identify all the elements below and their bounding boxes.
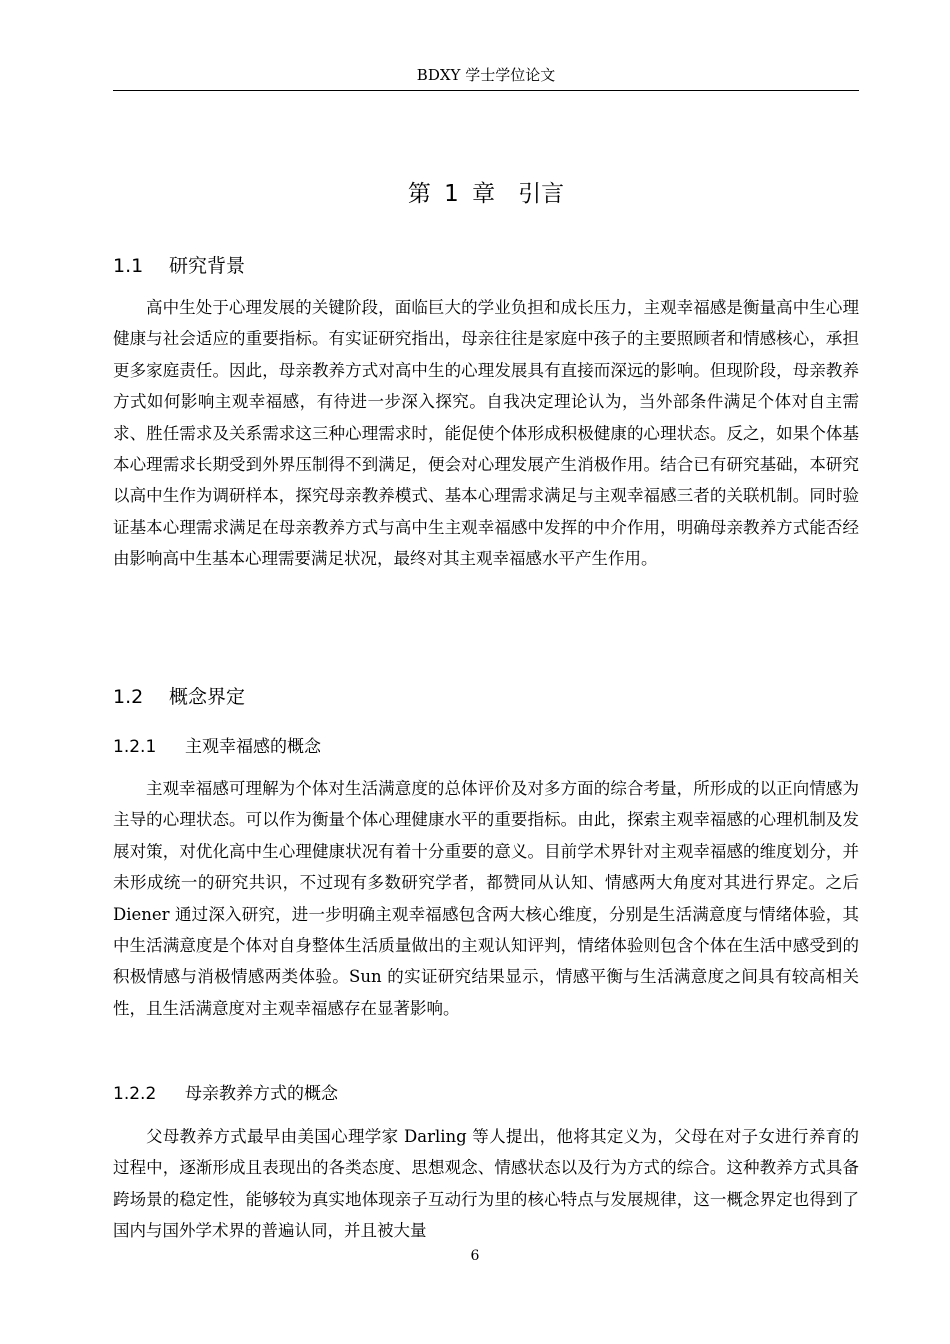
subsection-heading-1-2-1 — [113, 734, 859, 760]
subsection-title: 主观幸福感的概念 — [185, 737, 321, 757]
section-heading-1-1 — [113, 252, 859, 280]
subsection-heading-1-2-2 — [113, 1081, 859, 1107]
body-paragraph-background: 高中生处于心理发展的关键阶段，面临巨大的学业负担和成长压力，主观幸福感是衡量高中生心理健康与社会适应的重要指标。有实证研究指出，母亲往往是家庭中孩子的主要照顾者和情感核心，承担更多家庭责任。因此，母亲教养方式对高中生的心理发展具有直接而深远的影响。但现阶段，母亲教养方式如何影响主观幸福感，有待进一步深入探究。自我决定理论认为，当外部条件满足个体对自主需求、胜任需求及关系需求这三种心理需求时，能促使个体形成积极健康的心理状态。反之，如果个体基本心理需求长期受到外界压制得不到满足，便会对心理发展产生消极作用。结合已有研究基础，本研究以高中生作为调研样本，探究母亲教养模式、基本心理需求满足与主观幸福感三者的关联机制。同时验证基本心理需求满足在母亲教养方式与高中生主观幸福感中发挥的中介作用，明确母亲教养方式能否经由影响高中生基本心理需要满足状况，最终对其主观幸福感水平产生作用。 — [113, 298, 859, 569]
section-title: 研究背景 — [169, 255, 246, 277]
body-paragraph-swb-concept: 主观幸福感可理解为个体对生活满意度的总体评价及对多方面的综合考量，所形成的以正向情感为主导的心理状态。可以作为衡量个体心理健康水平的重要指标。由此，探索主观幸福感的心理机制及发展对策，对优化高中生心理健康状况有着十分重要的意义。目前学术界针对主观幸福感的维度划分，并未形成统一的研究共识，不过现有多数研究学者，都赞同从认知、情感两大角度对其进行界定。之后 Diener 通过深入研究，进一步明确主观幸福感包含两大核心维度，分别是生活满意度与情绪体验，其中生活满意度是个体对自身整体生活质量做出的主观认知评判，情绪体验则包含个体在生活中感受到的积极情感与消极情感两类体验。Sun 的实证研究结果显示，情感平衡与生活满意度之间具有较高相关性，且生活满意度对主观幸福感存在显著影响。 — [113, 779, 859, 1018]
page-number: 6 — [470, 1248, 480, 1264]
section-number: 1.1 — [113, 255, 144, 277]
section-title: 概念界定 — [169, 686, 246, 708]
subsection-number: 1.2.1 — [113, 737, 157, 757]
subsection-title: 母亲教养方式的概念 — [185, 1084, 338, 1104]
section-number: 1.2 — [113, 686, 144, 708]
chapter-title: 第 1 章 引言 — [407, 181, 565, 207]
subsection-number: 1.2.2 — [113, 1084, 157, 1104]
running-header: BDXY 学士学位论文 — [113, 64, 859, 91]
section-heading-1-2 — [113, 683, 859, 711]
body-paragraph-parenting-concept: 父母教养方式最早由美国心理学家 Darling 等人提出，他将其定义为，父母在对子女进行养育的过程中，逐渐形成且表现出的各类态度、思想观念、情感状态以及行为方式的综合。这种教养方式具备跨场景的稳定性，能够较为真实地体现亲子互动行为里的核心特点与发展规律，这一概念界定也得到了国内与国外学术界的普遍认同，并且被大量 — [113, 1127, 859, 1241]
